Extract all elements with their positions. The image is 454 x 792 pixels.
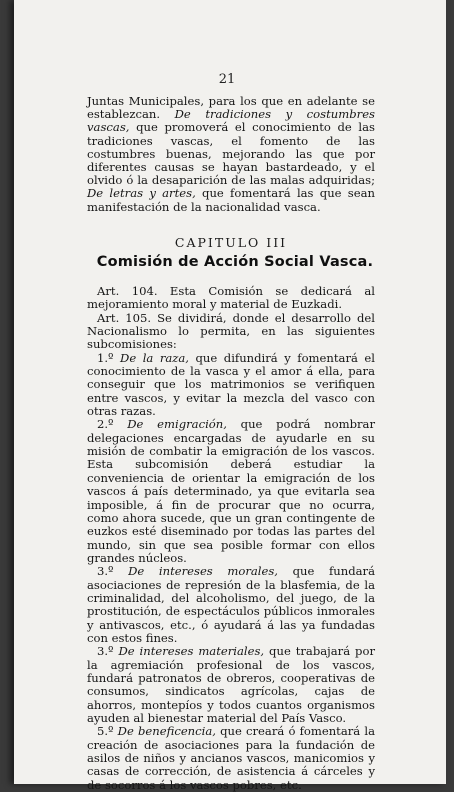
subcommission-text: que fundará asociaciones de represión de la blasfemia, de la criminalidad, del alcoholismo, del juego, de la prostitución, de espectáculos públicos inmorales y antivascos, etc., ó ayudará á las ya fundadas con estos fines. [87,564,375,645]
subcommission-text: que creará ó fomentará la creación de asociaciones para la fundación de asilos de niños y ancianos vascos, manicomios y casas de corrección, de asistencia á cárceles y de socorros á los vascos pobres, etc. [87,724,375,792]
subcommission-text: que trabajará por la agremiación profesional de los vascos, fundará patronatos de obreros, cooperativas de consumos, sindicatos agrícolas, cajas de ahorros, montepíos y todos cuantos organismos ayuden al bienestar material del País Vasco. [87,644,376,725]
subcommission-number: 3.º [97,564,129,579]
subcommission-number: 2.º [97,417,128,432]
intro-italic-b: De letras y artes, [87,186,196,201]
subcommission-title: De beneficencia, [117,724,216,739]
subcommission-3 [87,565,375,645]
page-number: 21 [218,72,236,87]
subcommission-1 [87,352,375,419]
subcommission-5 [87,725,375,792]
subcommission-text: que difundirá y fomentará el conocimiento de la vasca y el amor á ella, para conseguir que los matrimonios se verifiquen entre vascos, y evitar la mezcla del vasco con otras razas. [87,350,375,419]
intro-text-c: que fomentará las que sean manifestación de la nacionalidad vasca. [87,186,375,214]
subcommission-title: De intereses morales, [128,564,278,579]
article-105: Art. 105. Se dividirá, donde el desarrollo del Nacionalismo lo permita, en las siguientes subcomisiones: [87,310,375,352]
subcommission-number: 5.º [97,724,118,739]
subcommission-4 [87,645,375,725]
subcommission-title: De la raza, [120,350,189,365]
subcommission-2 [87,418,375,565]
section-heading: Comisión de Acción Social Vasca. [96,254,374,270]
intro-italic-a: De tradiciones y costumbres vascas, [87,107,376,135]
chapter-title: CAPITULO III [174,235,288,250]
intro-text-a: Juntas Municipales, para los que en adelante se establezcan. [87,94,375,122]
subcommission-number: 1.º [97,350,121,365]
subcommission-title: De intereses materiales, [118,644,265,659]
intro-text-b: que promoverá el conocimiento de las tradiciones vascas, el fomento de las costumbres buenas, mejorando las que por diferentes causas se hayan bastardeado, y el olvido ó la desaparición de las malas adquiridas; [87,120,375,188]
body-text [87,285,375,792]
article-104: Art. 104. Esta Comisión se dedicará al mejoramiento moral y material de Euzkadi. [87,284,375,312]
subcommission-number: 3.º [97,644,119,659]
intro-paragraph [87,95,375,214]
intro-text [87,95,375,214]
subcommission-title: De emigración, [127,417,227,432]
subcommission-text: que podrá nombrar delegaciones encargadas de ayudarle en su misión de combatir la emigración de los vascos. Esta subcomisión deberá estudiar la conveniencia de orientar la emigración de los vascos á país determinado, ya que evitarla sea imposible, á fin de procurar que no ocurra, como ahora sucede, que un gran contingente de euzkos esté diseminado por todas las partes del mundo, sin que sea posible formar con ellos grandes núcleos. [87,417,375,565]
